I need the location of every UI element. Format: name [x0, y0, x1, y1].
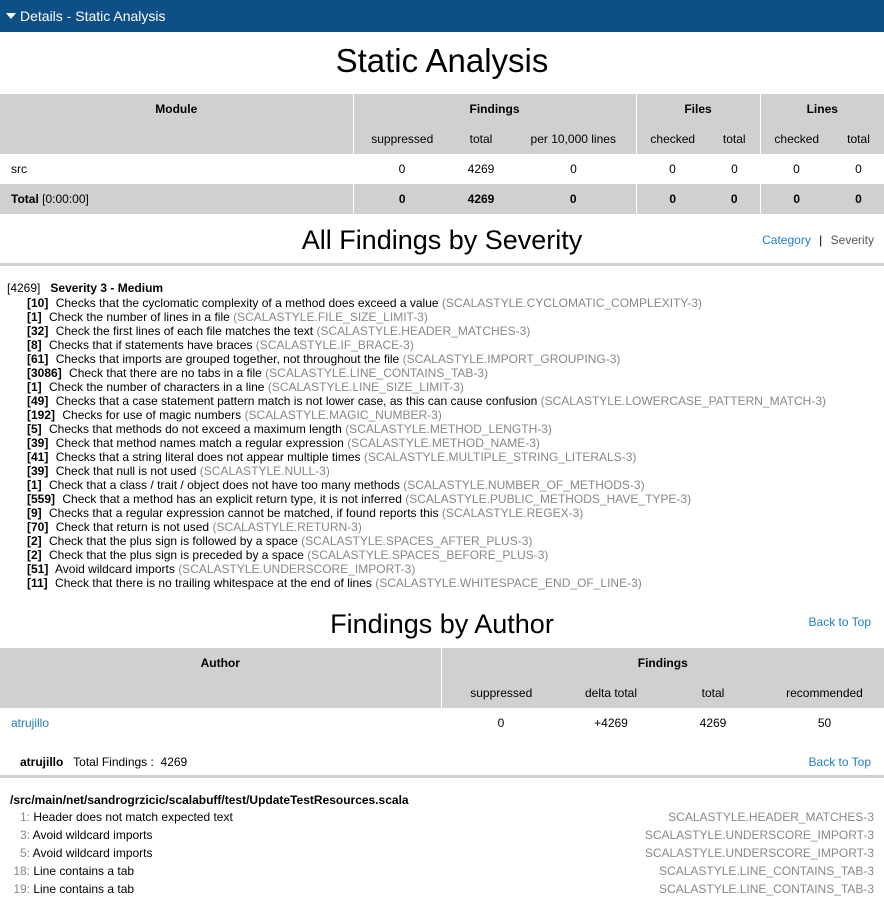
finding-count: [70] [27, 520, 49, 534]
file-path: /src/main/net/sandrogrzicic/scalabuff/test/UpdateTestResources.scala [10, 793, 409, 807]
finding-item [7, 478, 884, 492]
finding-text: Check that null is not used [55, 464, 197, 478]
author-section-header [0, 602, 884, 648]
finding-count: [39] [27, 436, 49, 450]
back-to-top-link[interactable]: Back to Top [808, 615, 871, 629]
finding-count: [9] [27, 506, 42, 520]
finding-message: Avoid wildcard imports [32, 828, 153, 842]
file-finding-row [0, 862, 884, 880]
finding-item [7, 380, 884, 394]
nav-separator: | [819, 233, 823, 247]
finding-count: [61] [27, 352, 49, 366]
finding-count: [41] [27, 450, 49, 464]
finding-rule: (SCALASTYLE.NULL-3) [199, 464, 330, 478]
author-sub-total: total [661, 678, 765, 708]
finding-rule-id: SCALASTYLE.UNDERSCORE_IMPORT-3 [644, 846, 874, 860]
author-subheader [0, 678, 441, 708]
finding-item [7, 310, 884, 324]
view-switcher [762, 233, 874, 247]
cell-files-checked: 0 [669, 162, 676, 176]
lines-header: Lines [760, 94, 884, 124]
finding-text: Check that a method has an explicit return type, it is not inferred [62, 492, 402, 506]
cell-lines-total: 0 [855, 162, 862, 176]
finding-rule: (SCALASTYLE.NUMBER_OF_METHODS-3) [403, 478, 645, 492]
finding-item [7, 436, 884, 450]
total-lines-checked: 0 [760, 184, 833, 214]
findings-header: Findings [353, 94, 636, 124]
cell-lines-checked: 0 [793, 162, 800, 176]
author-summary-text [20, 755, 187, 769]
finding-count: [32] [27, 324, 49, 338]
finding-item [7, 352, 884, 366]
finding-text: Check the number of characters in a line [49, 380, 265, 394]
total-files-checked: 0 [636, 184, 709, 214]
author-recommended: 50 [817, 716, 832, 730]
subheader-files-total: total [709, 124, 760, 154]
cell-files-total: 0 [731, 162, 738, 176]
finding-text: Check that return is not used [55, 520, 210, 534]
finding-count: [10] [27, 296, 49, 310]
finding-count: [39] [27, 464, 49, 478]
finding-rule: (SCALASTYLE.MULTIPLE_STRING_LITERALS-3) [363, 450, 637, 464]
finding-count: [3086] [27, 366, 62, 380]
finding-item [7, 394, 884, 408]
finding-text: Checks that methods do not exceed a maximum length [49, 422, 342, 436]
finding-rule: (SCALASTYLE.UNDERSCORE_IMPORT-3) [178, 562, 416, 576]
finding-item [7, 534, 884, 548]
table-row [0, 154, 884, 184]
cell-suppressed: 0 [398, 162, 406, 176]
back-to-top-link-2[interactable]: Back to Top [808, 755, 871, 769]
finding-count: [51] [27, 562, 49, 576]
finding-rule: (SCALASTYLE.SPACES_BEFORE_PLUS-3) [307, 548, 549, 562]
author-summary [0, 744, 884, 778]
subheader-suppressed: suppressed [353, 124, 451, 154]
total-per10k: 0 [511, 184, 636, 214]
finding-rule: (SCALASTYLE.CYCLOMATIC_COMPLEXITY-3) [441, 296, 702, 310]
author-summary-count: 4269 [160, 755, 188, 769]
finding-text: Check that method names match a regular expression [55, 436, 344, 450]
author-sub-suppressed: suppressed [441, 678, 561, 708]
severity-count: [4269] [7, 281, 41, 295]
finding-rule: (SCALASTYLE.WHITESPACE_END_OF_LINE-3) [375, 576, 642, 590]
finding-rule: (SCALASTYLE.REGEX-3) [441, 506, 584, 520]
total-suppressed: 0 [353, 184, 451, 214]
finding-item [7, 324, 884, 338]
subheader-total: total [451, 124, 511, 154]
finding-item [7, 450, 884, 464]
subheader-lines-checked: checked [760, 124, 833, 154]
finding-count: [559] [27, 492, 56, 506]
finding-rule-id: SCALASTYLE.HEADER_MATCHES-3 [668, 810, 874, 824]
line-number: 5: [19, 846, 30, 860]
finding-count: [11] [27, 576, 48, 590]
subheader-per10k: per 10,000 lines [511, 124, 636, 154]
line-number: 18: [13, 864, 30, 878]
finding-rule: (SCALASTYLE.PUBLIC_METHODS_HAVE_TYPE-3) [405, 492, 692, 506]
author-delta-total: +4269 [594, 716, 628, 730]
finding-text: Checks that the cyclomatic complexity of a method does exceed a value [55, 296, 439, 310]
findings-list [7, 296, 884, 590]
finding-rule: (SCALASTYLE.LINE_CONTAINS_TAB-3) [265, 366, 489, 380]
finding-message: Line contains a tab [33, 864, 135, 878]
finding-text: Checks that if statements have braces [49, 338, 253, 352]
finding-text: Check that there are no tabs in a file [69, 366, 262, 380]
author-summary-name: atrujillo [20, 755, 64, 769]
finding-rule: (SCALASTYLE.LINE_SIZE_LIMIT-3) [267, 380, 464, 394]
severity-current: Severity [830, 233, 874, 247]
total-files-total: 0 [709, 184, 760, 214]
files-header: Files [636, 94, 760, 124]
file-finding-row [0, 808, 884, 826]
author-cell [0, 708, 441, 738]
finding-text: Avoid wildcard imports [55, 562, 175, 576]
finding-text: Checks that imports are grouped together, not throughout the file [55, 352, 400, 366]
finding-rule: (SCALASTYLE.RETURN-3) [212, 520, 362, 534]
author-suppressed: 0 [497, 716, 505, 730]
subheader-files-checked: checked [636, 124, 709, 154]
finding-rule: (SCALASTYLE.METHOD_LENGTH-3) [345, 422, 552, 436]
finding-rule: (SCALASTYLE.FILE_SIZE_LIMIT-3) [233, 310, 428, 324]
total-row [0, 184, 884, 214]
finding-message: Header does not match expected text [33, 810, 233, 824]
finding-count: [1] [27, 478, 42, 492]
line-number: 3: [19, 828, 30, 842]
finding-rule: (SCALASTYLE.SPACES_AFTER_PLUS-3) [301, 534, 533, 548]
author-sub-recommended: recommended [765, 678, 884, 708]
author-summary-label: Total Findings : [73, 755, 154, 769]
module-name: src [11, 162, 27, 176]
cell-total: 4269 [467, 162, 495, 176]
file-finding-row [0, 826, 884, 844]
author-link[interactable]: atrujillo [11, 716, 50, 730]
finding-text: Check that a class / trait / object does not have too many methods [49, 478, 400, 492]
finding-item [7, 366, 884, 380]
finding-count: [192] [27, 408, 56, 422]
finding-rule: (SCALASTYLE.LOWERCASE_PATTERN_MATCH-3) [540, 394, 827, 408]
finding-text: Check the first lines of each file matches the text [55, 324, 314, 338]
finding-item [7, 422, 884, 436]
details-toggle[interactable] [0, 0, 884, 32]
file-finding-row [0, 844, 884, 862]
total-total: 4269 [451, 184, 511, 214]
caret-down-icon [6, 13, 16, 19]
finding-item [7, 562, 884, 576]
finding-item [7, 408, 884, 422]
finding-count: [2] [27, 534, 42, 548]
finding-rule-id: SCALASTYLE.LINE_CONTAINS_TAB-3 [659, 864, 874, 878]
severity-group [0, 266, 884, 590]
line-number: 19: [13, 882, 30, 896]
category-link[interactable]: Category [762, 233, 811, 247]
finding-rule: (SCALASTYLE.HEADER_MATCHES-3) [316, 324, 531, 338]
author-sub-delta: delta total [561, 678, 661, 708]
details-title: Details - Static Analysis [20, 8, 166, 24]
finding-item [7, 520, 884, 534]
summary-table [0, 94, 884, 214]
author-header: Author [0, 648, 441, 678]
finding-count: [49] [27, 394, 49, 408]
finding-text: Checks for use of magic numbers [62, 408, 242, 422]
finding-text: Check that the plus sign is followed by a space [49, 534, 298, 548]
author-findings-header: Findings [441, 648, 884, 678]
finding-item [7, 548, 884, 562]
finding-rule: (SCALASTYLE.IF_BRACE-3) [255, 338, 414, 352]
finding-item [7, 296, 884, 310]
finding-rule: (SCALASTYLE.METHOD_NAME-3) [347, 436, 540, 450]
finding-text: Checks that a string literal does not appear multiple times [55, 450, 361, 464]
finding-count: [1] [27, 310, 42, 324]
finding-text: Checks that a case statement pattern match is not lower case, as this can cause confusion [55, 394, 538, 408]
module-subheader [0, 124, 353, 154]
finding-count: [5] [27, 422, 42, 436]
total-label: Total [0:00:00] [0, 184, 353, 214]
finding-item [7, 506, 884, 520]
finding-text: Check that there is no trailing whitespace at the end of lines [55, 576, 372, 590]
severity-title: All Findings by Severity [301, 225, 583, 255]
finding-message: Avoid wildcard imports [32, 846, 153, 860]
cell-per10k: 0 [570, 162, 577, 176]
finding-count: [8] [27, 338, 42, 352]
finding-text: Check that the plus sign is preceded by a space [49, 548, 304, 562]
finding-item [7, 338, 884, 352]
finding-count: [1] [27, 380, 42, 394]
page-title: Static Analysis [335, 42, 549, 79]
finding-rule: (SCALASTYLE.IMPORT_GROUPING-3) [402, 352, 621, 366]
finding-item [7, 492, 884, 506]
finding-rule: (SCALASTYLE.MAGIC_NUMBER-3) [244, 408, 442, 422]
severity-label: Severity 3 - Medium [50, 281, 164, 295]
author-total: 4269 [699, 716, 727, 730]
line-number: 1: [19, 810, 30, 824]
author-table [0, 648, 884, 738]
finding-rule-id: SCALASTYLE.UNDERSCORE_IMPORT-3 [644, 828, 874, 842]
module-header: Module [0, 94, 353, 124]
finding-item [7, 464, 884, 478]
file-findings [0, 808, 884, 898]
table-row [0, 708, 884, 738]
finding-count: [2] [27, 548, 42, 562]
finding-message: Line contains a tab [33, 882, 135, 896]
author-title: Findings by Author [330, 609, 554, 639]
finding-rule-id: SCALASTYLE.LINE_CONTAINS_TAB-3 [659, 882, 874, 896]
finding-text: Check the number of lines in a file [49, 310, 230, 324]
severity-group-header [7, 280, 884, 296]
file-finding-row [0, 880, 884, 898]
finding-item [7, 576, 884, 590]
severity-section-header [0, 218, 884, 266]
total-lines-total: 0 [833, 184, 884, 214]
finding-text: Checks that a regular expression cannot be matched, if found reports this [49, 506, 439, 520]
subheader-lines-total: total [833, 124, 884, 154]
